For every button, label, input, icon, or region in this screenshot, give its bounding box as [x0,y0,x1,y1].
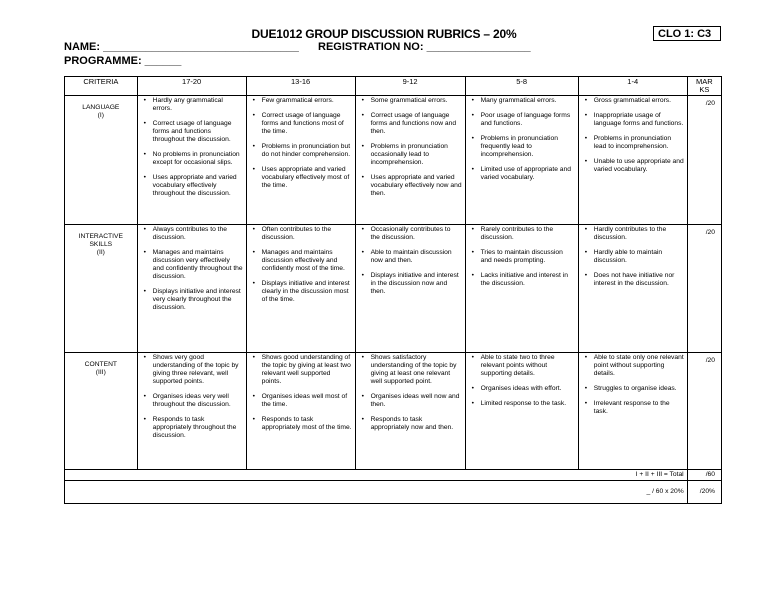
rubric-title: DUE1012 GROUP DISCUSSION RUBRICS – 20% [251,27,517,41]
descriptor-item: • Displays initiative and interest in the discussion now and then. [371,272,462,296]
percent-label: _ / 60 x 20% [65,481,688,504]
descriptor-item: • Gross grammatical errors. [594,97,684,105]
total-marks: /60 [687,470,721,481]
descriptor-item: • Hardly contributes to the discussion. [594,226,684,242]
criterion-name [65,353,138,470]
header-marks: MARKS [687,77,721,96]
descriptor-item: • Uses appropriate and varied vocabulary effectively most of the time. [262,166,352,190]
rubric-table [64,76,722,504]
criterion-row [65,96,722,225]
row-marks: /20 [687,353,721,470]
descriptor-item: • Correct usage of language forms and functions throughout the discussion. [153,120,243,144]
descriptor-item: • Organises ideas with effort. [481,385,575,393]
descriptor-item: • Able to maintain discussion now and then. [371,249,462,265]
descriptor-cell [465,225,578,353]
descriptor-cell [246,225,355,353]
descriptor-item: • Organises ideas well most of the time. [262,393,352,409]
descriptor-item: • Organises ideas well now and then. [371,393,462,409]
descriptor-item: • Some grammatical errors. [371,97,462,105]
criterion-label: INTERACTIVE SKILLS [78,233,123,248]
criterion-name [65,225,138,353]
descriptor-item: • Responds to task appropriately most of the time. [262,416,352,432]
descriptor-item: • Inappropriate usage of language forms and functions. [594,112,684,128]
criterion-number: (I) [97,112,104,119]
descriptor-item: • Shows satisfactory understanding of the topic by giving at least one relevant well supported point. [371,354,462,386]
descriptor-item: • Uses appropriate and varied vocabulary effectively now and then. [371,174,462,198]
descriptor-item: • Hardly any grammatical errors. [153,97,243,113]
descriptor-cell [578,225,687,353]
descriptor-item: • Poor usage of language forms and functions. [481,112,575,128]
row-marks: /20 [687,96,721,225]
descriptor-item: • Shows very good understanding of the topic by giving three relevant, well supported points. [153,354,243,386]
descriptor-item: • Able to state two to three relevant points without supporting details. [481,354,575,378]
descriptor-item: • Problems in pronunciation occasionally lead to incomprehension. [371,143,462,167]
descriptor-item: • Irrelevant response to the task. [594,400,684,416]
descriptor-cell [355,353,465,470]
row-marks: /20 [687,225,721,353]
descriptor-item: • Organises ideas very well throughout the discussion. [153,393,243,409]
descriptor-item: • Limited use of appropriate and varied vocabulary. [481,166,575,182]
descriptor-item: • Correct usage of language forms and functions most of the time. [262,112,352,136]
descriptor-cell [578,353,687,470]
criterion-label: LANGUAGE [82,104,120,111]
name-field-label: NAME: ________________________________ [64,41,299,53]
descriptor-cell [465,353,578,470]
descriptor-item: • Manages and maintains discussion very effectively and confidently throughout the discussion. [153,249,243,281]
descriptor-cell [355,96,465,225]
descriptor-item: • Hardly able to maintain discussion. [594,249,684,265]
percent-row [65,481,722,504]
descriptor-item: • Manages and maintains discussion effectively and confidently most of the time. [262,249,352,273]
descriptor-item: • Shows good understanding of the topic by giving at least two relevant well supported points. [262,354,352,386]
descriptor-item: • Limited response to the task. [481,400,575,408]
criterion-row [65,353,722,470]
criterion-row [65,225,722,353]
descriptor-item: • Always contributes to the discussion. [153,226,243,242]
total-row [65,470,722,481]
descriptor-cell [137,225,246,353]
descriptor-item: • Problems in pronunciation but do not hinder comprehension. [262,143,352,159]
header-criteria: CRITERIA [65,77,138,96]
descriptor-item: • Tries to maintain discussion and needs prompting. [481,249,575,265]
descriptor-item: • Few grammatical errors. [262,97,352,105]
descriptor-cell [465,96,578,225]
descriptor-cell [137,353,246,470]
descriptor-item: • Unable to use appropriate and varied vocabulary. [594,158,684,174]
header-band-17-20: 17-20 [137,77,246,96]
programme-field-label: PROGRAMME: ______ [64,55,182,67]
descriptor-item: • Occasionally contributes to the discussion. [371,226,462,242]
descriptor-cell [246,353,355,470]
descriptor-item: • Able to state only one relevant point without supporting details. [594,354,684,378]
descriptor-item: • Responds to task appropriately throughout the discussion. [153,416,243,440]
registration-field-label: REGISTRATION NO: _________________ [318,41,531,53]
descriptor-item: • Responds to task appropriately now and then. [371,416,462,432]
descriptor-item: • Displays initiative and interest very clearly throughout the discussion. [153,288,243,312]
descriptor-item: • Lacks initiative and interest in the discussion. [481,272,575,288]
percent-marks: /20% [687,481,721,504]
header-row [65,77,722,96]
descriptor-cell [355,225,465,353]
descriptor-item: • Correct usage of language forms and functions now and then. [371,112,462,136]
header-band-1-4: 1-4 [578,77,687,96]
descriptor-item: • Does not have initiative nor interest in the discussion. [594,272,684,288]
clo-box: CLO 1: C3 [653,26,721,41]
criterion-name [65,96,138,225]
descriptor-item: • Struggles to organise ideas. [594,385,684,393]
descriptor-item: • Displays initiative and interest clearly in the discussion most of the time. [262,280,352,304]
criterion-number: (II) [96,249,105,256]
descriptor-cell [246,96,355,225]
header-band-9-12: 9-12 [355,77,465,96]
criterion-number: (III) [95,369,106,376]
descriptor-item: • Rarely contributes to the discussion. [481,226,575,242]
total-label: I + II + III = Total [65,470,688,481]
descriptor-item: • Problems in pronunciation frequently lead to incomprehension. [481,135,575,159]
descriptor-cell [578,96,687,225]
header-band-13-16: 13-16 [246,77,355,96]
descriptor-cell [137,96,246,225]
criterion-label: CONTENT [84,361,117,368]
descriptor-item: • Many grammatical errors. [481,97,575,105]
descriptor-item: • Problems in pronunciation lead to incomprehension. [594,135,684,151]
descriptor-item: • Uses appropriate and varied vocabulary effectively throughout the discussion. [153,174,243,198]
descriptor-item: • Often contributes to the discussion. [262,226,352,242]
header-band-5-8: 5-8 [465,77,578,96]
descriptor-item: • No problems in pronunciation except for occasional slips. [153,151,243,167]
